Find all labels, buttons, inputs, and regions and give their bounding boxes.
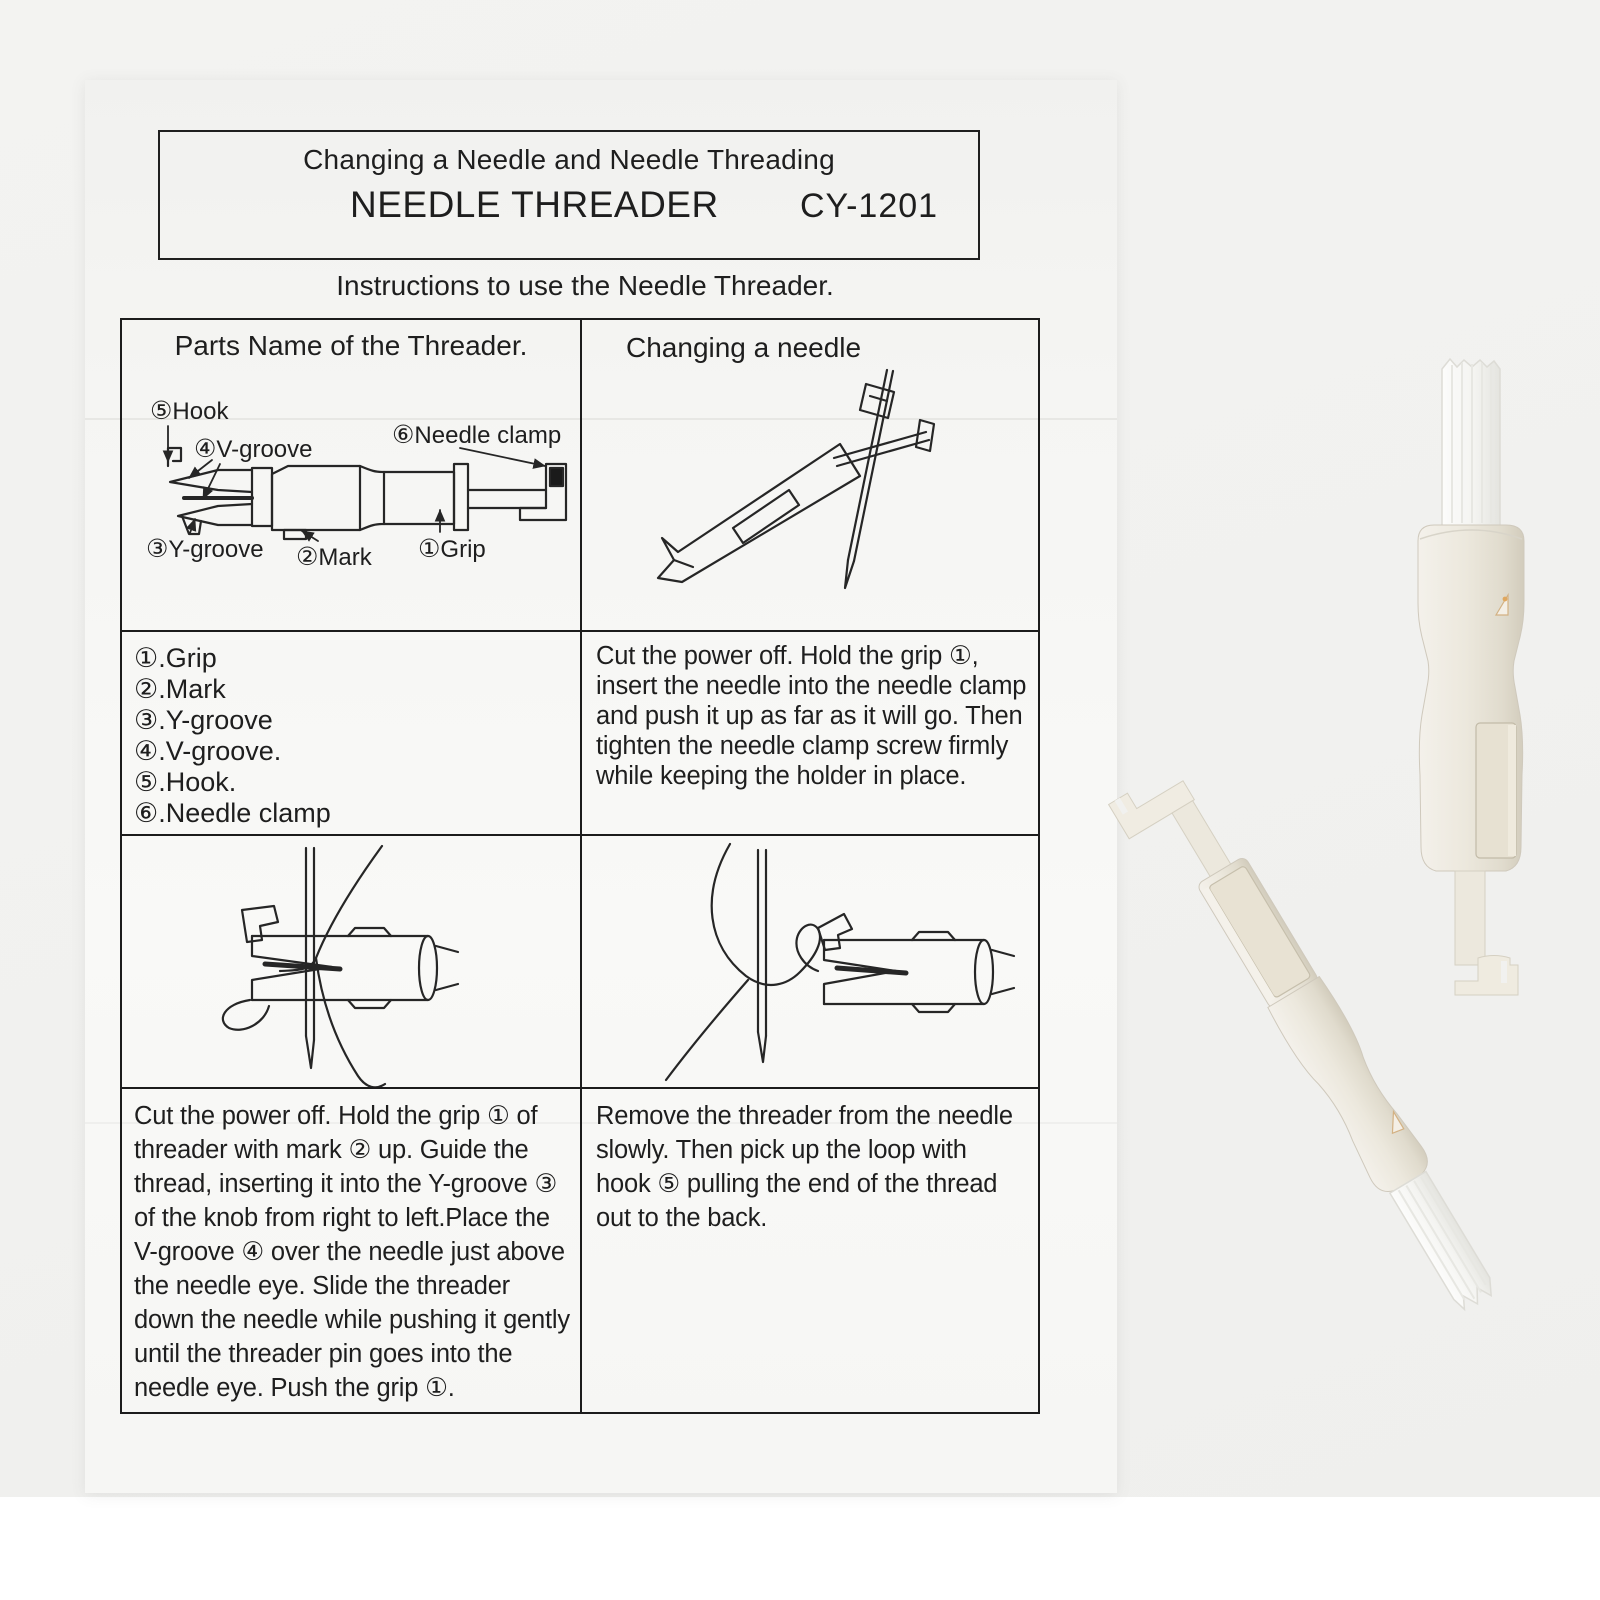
cell-remove-diagram <box>582 834 1038 1087</box>
cell-step-remove <box>582 1087 1038 1412</box>
parts-list-item: ④.V-groove. <box>134 736 282 766</box>
cell-changing-needle <box>582 320 1038 630</box>
sheet-subtitle: Instructions to use the Needle Threader. <box>336 270 834 301</box>
part-label-hook: ⑤Hook <box>150 397 229 425</box>
step-change-needle-text: Cut the power off. Hold the grip ①, insert the needle into the needle clamp and push it up as far as it will go. Then tighten the needle clamp screw firmly while keeping the holder in place. <box>596 642 1027 790</box>
part-label-grip: ①Grip <box>418 535 486 563</box>
step-remove-text: Remove the threader from the needle slowly. Then pick up the loop with hook ⑤ pulling the end of the thread out to the back. <box>596 1102 1013 1232</box>
cell-threading-diagram <box>122 834 580 1087</box>
cell-parts-list <box>122 630 580 834</box>
part-label-y-groove: ③Y-groove <box>146 535 264 563</box>
cell-step-threading <box>122 1087 580 1412</box>
cell-step-change-needle <box>582 630 1038 834</box>
changing-needle-header: Changing a needle <box>626 332 862 363</box>
parts-list-item: ①.Grip <box>134 643 217 673</box>
parts-header: Parts Name of the Threader. <box>174 330 528 361</box>
title-box <box>158 130 980 260</box>
part-label-v-groove: ④V-groove <box>194 435 313 463</box>
parts-list-item: ⑤.Hook. <box>134 767 237 797</box>
product-name: NEEDLE THREADER <box>350 184 719 225</box>
remove-threader-diagram <box>582 834 1038 1087</box>
instruction-sheet <box>85 80 1117 1493</box>
parts-list-item: ⑥.Needle clamp <box>134 798 331 828</box>
parts-list-item: ③.Y-groove <box>134 705 273 735</box>
parts-list-item: ②.Mark <box>134 674 226 704</box>
instruction-table <box>120 318 1040 1414</box>
parts-list <box>134 643 331 829</box>
changing-needle-diagram <box>582 320 1038 630</box>
needle-threader-tilted <box>1085 730 1535 1350</box>
step-threading-text: Cut the power off. Hold the grip ① of threader with mark ② up. Guide the thread, inserting it into the Y-groove ③ of the knob from right to left.Place the V-groove ④ over the needle just above the needle eye. Slide the threader down the needle while pushing it gently until the threader pin goes into the needle eye. Push the grip ①. <box>134 1102 570 1402</box>
model-number: CY-1201 <box>800 187 939 225</box>
part-label-mark: ②Mark <box>296 543 372 571</box>
sheet-title: Changing a Needle and Needle Threading <box>303 144 835 175</box>
parts-diagram <box>122 320 580 630</box>
cell-parts-name <box>122 320 580 630</box>
threading-diagram <box>122 834 580 1087</box>
part-label-needle-clamp: ⑥Needle clamp <box>392 421 562 449</box>
